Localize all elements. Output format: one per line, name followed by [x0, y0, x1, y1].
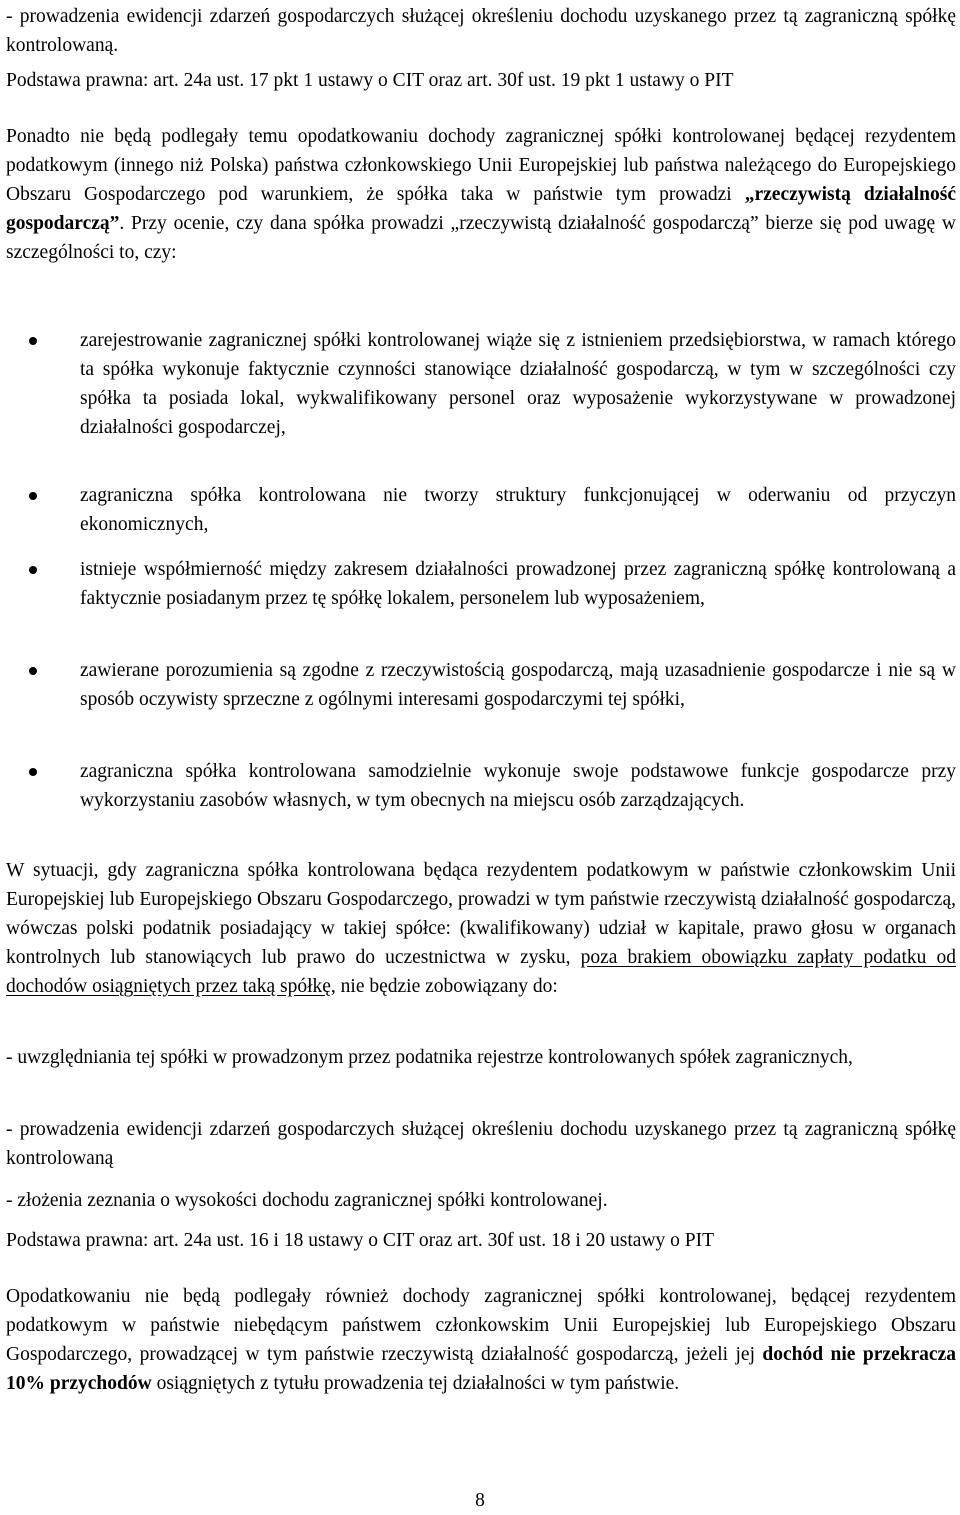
bullet-marker	[29, 337, 37, 345]
bullet-marker	[29, 492, 37, 500]
dash-item-record-keeping-top: - prowadzenia ewidencji zdarzeń gospodarczych służącej określeniu dochodu uzyskanego przez tą zagraniczną spółkę kontrolowaną.	[6, 6, 956, 56]
underlined-no-tax-obligation: poza brakiem obowiązku zapłaty podatku od dochodów osiągniętych przez taką spółkę	[6, 947, 956, 997]
bullet-marker	[29, 667, 37, 675]
dash-item-register: - uwzględniania tej spółki w prowadzonym przez podatnika rejestrze kontrolowanych spółek zagranicznych,	[6, 1047, 853, 1068]
bullet-item: zawierane porozumienia są zgodne z rzeczywistością gospodarczą, mają uzasadnienie gospodarcze i nie są w sposób oczywisty sprzeczne z ogólnymi interesami gospodarczymi tej spółki,	[80, 660, 956, 710]
real-activity-term: „rzeczywistą działalność gospodarczą”	[6, 184, 957, 234]
dash-item-record-keeping: - prowadzenia ewidencji zdarzeń gospodarczych służącej określeniu dochodu uzyskanego przez tą zagraniczną spółkę kontrolowaną	[6, 1119, 956, 1169]
page-number: 8	[475, 1490, 485, 1511]
legal-basis-2: Podstawa prawna: art. 24a ust. 16 i 18 ustawy o CIT oraz art. 30f ust. 18 i 20 ustawy o PIT	[6, 1230, 715, 1251]
paragraph-real-activity	[6, 122, 956, 267]
bullet-marker	[29, 566, 37, 574]
bullet-item: zarejestrowanie zagranicznej spółki kontrolowanej wiąże się z istnieniem przedsiębiorstwa, w ramach którego ta spółka wykonuje faktycznie czynności stanowiące działalność gospodarczą, w tym w szczególności czy spółka ta posiada lokal, wykwalifikowany personel oraz wyposażenie wykorzystywane w prowadzonej działalności gospodarczej,	[80, 330, 956, 438]
bullet-item: zagraniczna spółka kontrolowana nie tworzy struktury funkcjonującej w oderwaniu od przyczyn ekonomicznych,	[80, 485, 956, 535]
dash-item-tax-return: - złożenia zeznania o wysokości dochodu zagranicznej spółki kontrolowanej.	[6, 1190, 608, 1211]
paragraph-eu-exemption-rest: , nie będzie zobowiązany do:	[330, 976, 558, 997]
paragraph-non-eu-exemption	[6, 1282, 956, 1398]
bullet-item: istnieje współmierność między zakresem działalności prowadzonej przez zagraniczną spółkę kontrolowaną a faktycznie posiadanym przez tę spółkę lokalem, personelem lub wyposażeniem,	[80, 559, 956, 609]
income-threshold-term: dochód nie przekracza 10% przychodów	[6, 1344, 956, 1394]
paragraph-eu-exemption	[6, 856, 956, 1001]
bullet-item: zagraniczna spółka kontrolowana samodzielnie wykonuje swoje podstawowe funkcje gospodarcze przy wykorzystaniu zasobów własnych, w tym obecnych na miejscu osób zarządzających.	[80, 761, 956, 811]
paragraph-real-activity-rest: . Przy ocenie, czy dana spółka prowadzi „rzeczywistą działalność gospodarczą” bierze się pod uwagę w szczególności to, czy:	[6, 213, 956, 263]
bullet-marker	[29, 768, 37, 776]
paragraph-real-activity-intro: Ponadto nie będą podlegały temu opodatkowaniu dochody zagranicznej spółki kontrolowanej będącej rezydentem podatkowym (innego niż Polska) państwa członkowskiego Unii Europejskiej lub państwa należącego do Europejskiego Obszaru Gospodarczego pod warunkiem, że spółka taka w państwie tym prowadzi	[6, 126, 956, 205]
paragraph-non-eu-exemption-rest: osiągniętych z tytułu prowadzenia tej działalności w tym państwie.	[151, 1373, 680, 1394]
paragraph-non-eu-exemption-intro: Opodatkowaniu nie będą podlegały również dochody zagranicznej spółki kontrolowanej, będącej rezydentem podatkowym w państwie niebędącym państwem członkowskim Unii Europejskiej lub Europejskiego Obszaru Gospodarczego, prowadzącej w tym państwie rzeczywistą działalność gospodarczą, jeżeli jej	[6, 1286, 956, 1365]
legal-basis-1: Podstawa prawna: art. 24a ust. 17 pkt 1 ustawy o CIT oraz art. 30f ust. 19 pkt 1 ustawy o PIT	[6, 70, 734, 91]
paragraph-eu-exemption-intro: W sytuacji, gdy zagraniczna spółka kontrolowana będąca rezydentem podatkowym w państwie członkowskim Unii Europejskiej lub Europejskiego Obszaru Gospodarczego, prowadzi w tym państwie rzeczywistą działalność gospodarczą, wówczas polski podatnik posiadający w takiej spółce: (kwalifikowany) udział w kapitale, prawo głosu w organach kontrolnych lub stanowiących lub prawo do uczestnictwa w zysku,	[6, 860, 956, 968]
